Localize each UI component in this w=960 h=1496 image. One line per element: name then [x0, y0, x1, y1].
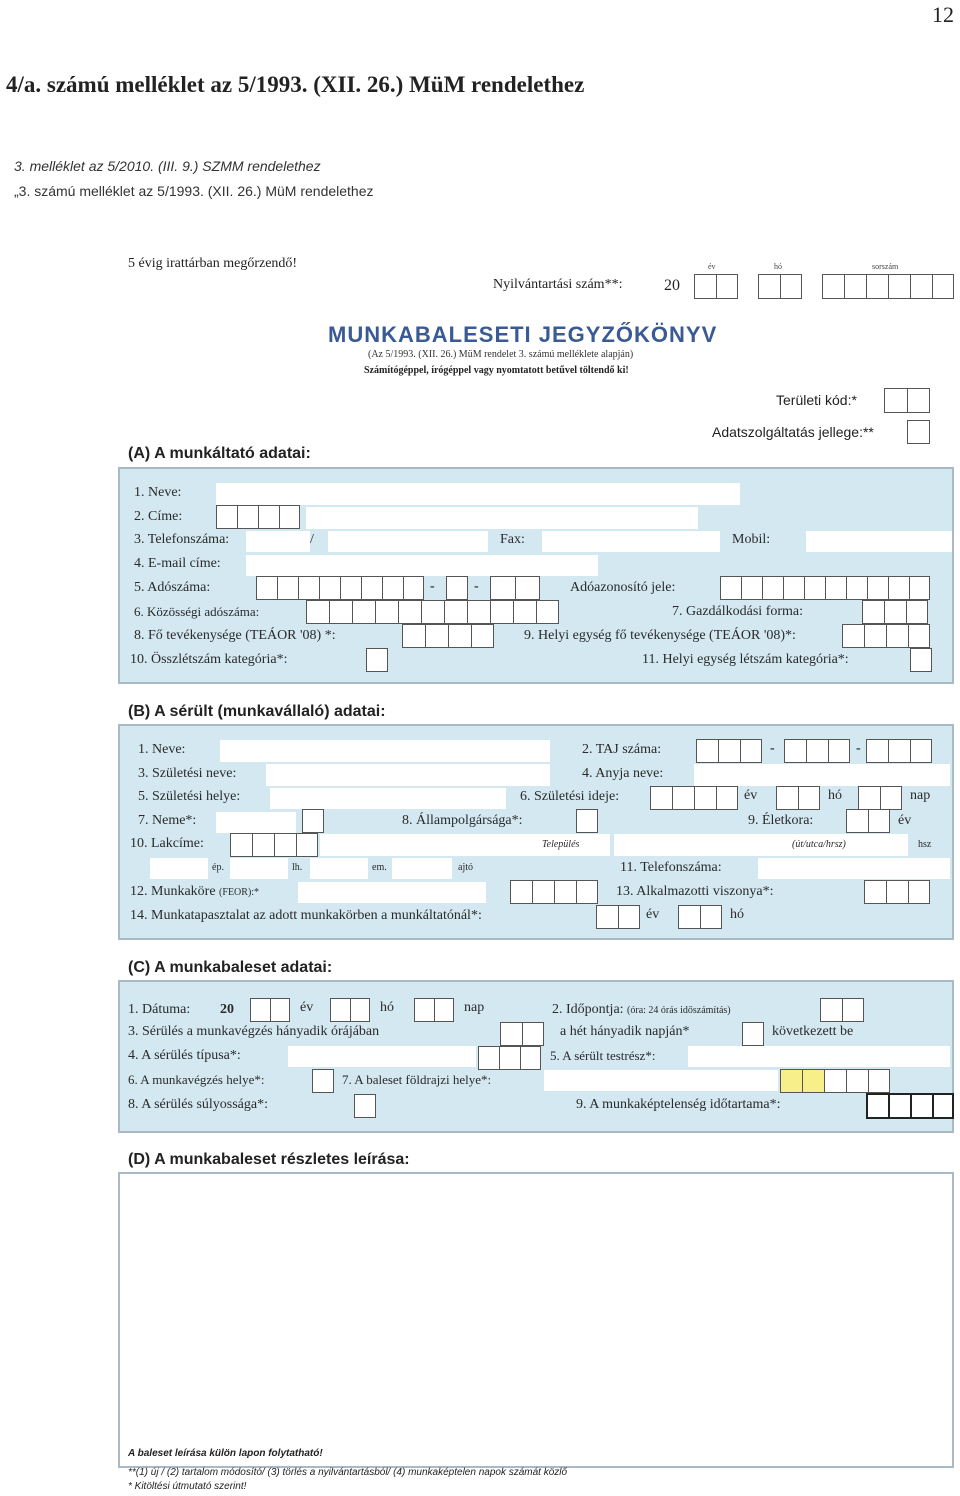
- taj-number-label: 2. TAJ száma:: [582, 742, 662, 757]
- staircase-field[interactable]: [230, 858, 288, 879]
- section-c-panel: [118, 980, 954, 1133]
- section-b-panel: [118, 724, 954, 940]
- age-boxes[interactable]: [846, 809, 890, 833]
- page-number: 12: [932, 2, 954, 27]
- injury-severity-label: 8. A sérülés súlyossága*:: [128, 1097, 268, 1112]
- accident-day-boxes[interactable]: [414, 998, 454, 1022]
- floor-caption: em.: [372, 862, 387, 873]
- local-activity-label: 9. Helyi egység fő tevékenysége (TEÁOR '08)*:: [524, 628, 796, 643]
- register-serial-boxes[interactable]: [822, 274, 954, 299]
- injured-name-field[interactable]: [220, 740, 550, 762]
- gender-box[interactable]: [302, 809, 324, 833]
- section-a-header: (A) A munkáltató adatai:: [128, 445, 311, 462]
- employer-zip-boxes[interactable]: [216, 505, 300, 529]
- accident-time-label: 2. Időpontja: (óra: 24 órás időszámítás): [552, 1002, 731, 1017]
- accident-day-caption: nap: [464, 1000, 485, 1015]
- employer-address-field[interactable]: [306, 507, 698, 529]
- employer-phone-field[interactable]: [328, 531, 488, 552]
- injured-phone-label: 11. Telefonszáma:: [620, 860, 722, 875]
- week-day-label: a hét hányadik napján*: [560, 1024, 690, 1039]
- employer-taxnumber-box-2[interactable]: [446, 576, 468, 600]
- mother-name-label: 4. Anyja neve:: [582, 766, 664, 781]
- page-heading: 4/a. számú melléklet az 5/1993. (XII. 26.) MüM rendelethez: [6, 72, 585, 97]
- section-a-panel: [118, 467, 954, 684]
- phone-slash: /: [310, 532, 314, 547]
- local-activity-boxes[interactable]: [842, 624, 930, 648]
- employer-mobile-field[interactable]: [806, 531, 952, 552]
- footnote-data-nature: **(1) új / (2) tartalom módosító/ (3) törlés a nyilvántartásból/ (4) munkaképtelen napok számát közlő: [128, 1467, 568, 1478]
- citizenship-box[interactable]: [576, 809, 598, 833]
- headcount-category-box[interactable]: [366, 648, 388, 672]
- register-number-label: Nyilvántartási szám**:: [493, 277, 623, 292]
- incapacity-duration-label: 9. A munkaképtelenség időtartama*:: [576, 1097, 781, 1112]
- area-code-label: Területi kód:*: [776, 392, 857, 408]
- register-month-boxes[interactable]: [758, 274, 802, 299]
- gender-field[interactable]: [216, 812, 296, 833]
- form-title: MUNKABALESETI JEGYZŐKÖNYV: [328, 322, 718, 347]
- description-continue-note: A baleset leírása külön lapon folytatható!: [128, 1448, 323, 1459]
- employer-taxnumber-label: 5. Adószáma:: [134, 580, 211, 595]
- age-caption: év: [898, 813, 912, 828]
- area-code-boxes[interactable]: [884, 388, 930, 413]
- taj-boxes-3[interactable]: [866, 739, 932, 763]
- street-caption: (út/utca/hrsz): [792, 839, 846, 850]
- employer-name-field[interactable]: [216, 483, 740, 505]
- occupation-label: 12. Munkaköre (FEOR):*: [130, 884, 260, 899]
- employer-phone-area-field[interactable]: [246, 531, 310, 552]
- employer-fax-field[interactable]: [542, 531, 720, 552]
- employer-mobile-label: Mobil:: [732, 532, 771, 547]
- main-activity-label: 8. Fő tevékenysége (TEÁOR '08) *:: [134, 628, 336, 643]
- retention-notice: 5 évig irattárban megőrzendő!: [128, 256, 298, 271]
- accident-month-caption: hó: [380, 1000, 394, 1015]
- house-number-caption: hsz: [918, 839, 932, 850]
- register-cap-year: év: [708, 262, 716, 271]
- main-activity-boxes[interactable]: [402, 624, 494, 648]
- register-year-prefix: 20: [664, 277, 680, 294]
- experience-month-caption: hó: [730, 907, 744, 922]
- annex-ref-2010: 3. melléklet az 5/2010. (III. 9.) SZMM rendelethez: [14, 158, 321, 174]
- employment-type-boxes[interactable]: [864, 880, 930, 904]
- accident-month-boxes[interactable]: [330, 998, 370, 1022]
- birth-date-label: 6. Születési ideje:: [520, 789, 620, 804]
- residence-street-field[interactable]: [614, 834, 908, 856]
- age-label: 9. Életkora:: [748, 813, 814, 828]
- community-taxnumber-boxes[interactable]: [306, 600, 559, 624]
- taxnumber-dash-2: -: [474, 579, 479, 594]
- form-fill-instruction: Számítógéppel, írógéppel vagy nyomtatott betűvel töltendő ki!: [364, 365, 629, 376]
- employment-type-label: 13. Alkalmazotti viszonya*:: [616, 884, 774, 899]
- experience-year-caption: év: [646, 907, 660, 922]
- birth-day-boxes[interactable]: [858, 786, 902, 810]
- body-part-field[interactable]: [688, 1046, 950, 1067]
- form-legal-basis: (Az 5/1993. (XII. 26.) MüM rendelet 3. számú melléklete alapján): [368, 349, 634, 360]
- feor-boxes[interactable]: [510, 880, 598, 904]
- taj-dash-1: -: [770, 741, 775, 756]
- geographic-location-boxes[interactable]: [780, 1069, 890, 1093]
- section-b-header: (B) A sérült (munkavállaló) adatai:: [128, 703, 386, 720]
- residence-zip-boxes[interactable]: [230, 833, 318, 857]
- injury-type-boxes[interactable]: [478, 1046, 541, 1070]
- geographic-location-label: 7. A baleset földrajzi helye*:: [342, 1072, 492, 1087]
- employer-email-label: 4. E-mail címe:: [134, 556, 221, 571]
- work-hour-label: 3. Sérülés a munkavégzés hányadik órájában: [128, 1024, 380, 1039]
- taj-boxes-1[interactable]: [696, 739, 762, 763]
- work-experience-label: 14. Munkatapasztalat az adott munkakörben a munkáltatónál*:: [130, 908, 482, 923]
- birth-place-field[interactable]: [270, 788, 506, 809]
- data-nature-label: Adatszolgáltatás jellege:**: [712, 424, 874, 440]
- tax-id-label: Adóazonosító jele:: [570, 580, 676, 595]
- incapacity-duration-boxes[interactable]: [866, 1093, 954, 1119]
- birth-month-boxes[interactable]: [776, 786, 820, 810]
- staircase-caption: lh.: [292, 862, 303, 873]
- local-headcount-label: 11. Helyi egység létszám kategória*:: [642, 652, 849, 667]
- birth-name-field[interactable]: [266, 764, 550, 786]
- injury-severity-box[interactable]: [354, 1094, 376, 1118]
- body-part-label: 5. A sérült testrész*:: [550, 1048, 656, 1063]
- employer-name-label: 1. Neve:: [134, 485, 182, 500]
- register-cap-serial: sorszám: [872, 262, 899, 271]
- injury-type-label: 4. A sérülés típusa*:: [128, 1048, 241, 1063]
- accident-description-area[interactable]: [118, 1172, 954, 1468]
- gender-label: 7. Neme*:: [138, 813, 197, 828]
- citizenship-label: 8. Állampolgársága*:: [402, 813, 523, 828]
- door-field[interactable]: [392, 858, 452, 879]
- geographic-location-field[interactable]: [544, 1070, 778, 1091]
- tax-id-boxes[interactable]: [720, 576, 930, 600]
- injured-name-label: 1. Neve:: [138, 742, 186, 757]
- register-year-boxes[interactable]: [694, 274, 738, 299]
- annex-ref-1993: „3. számú melléklet az 5/1993. (XII. 26.) MüM rendelethez: [14, 183, 374, 199]
- local-headcount-box[interactable]: [910, 648, 932, 672]
- business-form-boxes[interactable]: [862, 600, 928, 624]
- community-taxnumber-label: 6. Közösségi adószáma:: [134, 604, 260, 619]
- building-caption: ép.: [212, 862, 224, 873]
- employer-address-label: 2. Címe:: [134, 509, 183, 524]
- taxnumber-dash-1: -: [430, 579, 435, 594]
- accident-year-caption: év: [300, 1000, 314, 1015]
- birth-year-boxes[interactable]: [650, 786, 738, 810]
- week-day-box[interactable]: [742, 1022, 764, 1046]
- accident-time-boxes[interactable]: [820, 998, 864, 1022]
- experience-month-boxes[interactable]: [678, 905, 722, 929]
- work-location-box[interactable]: [312, 1069, 334, 1093]
- accident-date-label: 1. Dátuma:: [128, 1002, 191, 1017]
- experience-year-boxes[interactable]: [596, 905, 640, 929]
- business-form-label: 7. Gazdálkodási forma:: [672, 604, 804, 619]
- birth-month-caption: hó: [828, 788, 842, 803]
- residence-label: 10. Lakcíme:: [130, 836, 204, 851]
- data-nature-box[interactable]: [907, 420, 930, 444]
- section-c-header: (C) A munkabaleset adatai:: [128, 959, 333, 976]
- employer-fax-label: Fax:: [500, 532, 525, 547]
- birth-year-caption: év: [744, 788, 758, 803]
- settlement-caption: Település: [542, 839, 580, 850]
- employer-taxnumber-boxes-1[interactable]: [256, 576, 424, 600]
- birth-place-label: 5. Születési helye:: [138, 789, 241, 804]
- accident-year-prefix: 20: [220, 1002, 234, 1017]
- work-hour-boxes[interactable]: [500, 1022, 544, 1046]
- birth-day-caption: nap: [910, 788, 931, 803]
- taj-boxes-2[interactable]: [784, 739, 850, 763]
- building-field[interactable]: [150, 858, 208, 879]
- employer-taxnumber-boxes-3[interactable]: [490, 576, 540, 600]
- section-d-header: (D) A munkabaleset részletes leírása:: [128, 1151, 410, 1168]
- occupation-field[interactable]: [298, 882, 486, 903]
- work-location-label: 6. A munkavégzés helye*:: [128, 1072, 265, 1087]
- footnote-instructions: * Kitöltési útmutató szerint!: [128, 1481, 247, 1492]
- taj-dash-2: -: [856, 741, 861, 756]
- headcount-category-label: 10. Összlétszám kategória*:: [130, 652, 288, 667]
- employer-phone-label: 3. Telefonszáma:: [134, 532, 230, 547]
- accident-year-boxes[interactable]: [250, 998, 290, 1022]
- floor-field[interactable]: [310, 858, 368, 879]
- birth-name-label: 3. Születési neve:: [138, 766, 237, 781]
- door-caption: ajtó: [458, 862, 473, 873]
- register-cap-month: hó: [774, 262, 782, 271]
- happened-label: következett be: [772, 1024, 854, 1039]
- mother-name-field[interactable]: [694, 764, 950, 786]
- injured-phone-field[interactable]: [758, 858, 950, 879]
- employer-email-field[interactable]: [246, 555, 598, 576]
- injury-type-field[interactable]: [288, 1046, 476, 1067]
